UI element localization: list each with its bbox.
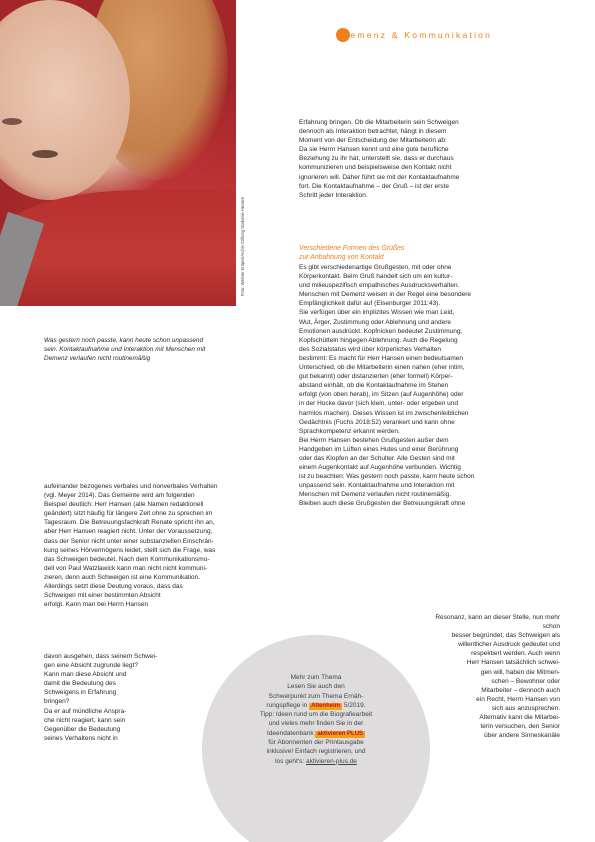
paragraph: Erfahrung bringen. Ob die Mitarbeiterin sein Schweigen dennoch als Interaktion betrachtet, hängt in diesem Moment von der Entscheidung der Mitarbeiterin ab: Da sie Herrn Hansen kennt und eine gute berufliche Beziehung zu ihr hat, unterstellt sie, dass er durchaus kommunizieren und beispielsweise den Kontakt nicht ignorieren will. Daher führt sie mit der Kontaktaufnahme fort. Die Kontaktaufnahme – der Gruß – ist der erste Schritt jeder Interaktion. [299,119,460,199]
left-column-tail [44,652,186,743]
photo-caption: Was gestern noch passte, kann heute schon unpassend sein. Kontaktaufnahme und Interaktion mit Menschen mit Demenz verlaufen nicht routinemäßig [44,337,206,363]
altenheim-logo: Altenheim [311,702,341,709]
info-box-text [222,673,410,766]
info-line: los geht's: [275,757,306,765]
photo-credit: Foto: Werner Krüper/Archiv Stiftung Diakonie Hessen [240,196,245,296]
info-line: Ideendatenbank [266,729,316,737]
paragraph: davon ausgehen, dass seinem Schwei- gen eine Absicht zugrunde liegt? Kann man diese Absicht und damit die Bedeutung des Schweigens in Erfahrung bringen? Da er auf mündliche Anspra- che nicht reagiert, kann sein Gegenüber die Bedeutung seines Verhaltens nicht in [44,653,158,742]
section-header [336,28,492,42]
right-column-tail [420,613,560,740]
right-column-body [299,263,557,509]
right-column-intro [299,118,551,200]
subheading: Verschiedene Formen des Grüßes zur Anbahnung von Kontakt [299,245,405,262]
section-title: Demenz & Kommunikation [342,30,493,40]
photo-eye [2,118,22,125]
photo-eye [32,150,58,158]
aktivieren-plus-link[interactable]: aktivieren-plus.de [305,757,357,765]
info-line: Mehr zum Thema [290,674,342,681]
info-line: und vieles mehr finden Sie in der [268,720,364,728]
paragraph: Resonanz, kann an dieser Stelle, nun mehr schon besser begründet, das Schweigen als willentlicher Ausdruck gedeutet und respektiert werden. Auch wenn Herr Hansen tatsächlich schwei- gen will, haben die Mitmen- schen – Bewohner oder Mitarbeiter – dennoch auch ein Recht, Herrn Hansen von sich aus anzusprechen. Alternativ kann die Mitarbei- terin versuchen, den Senior über andere Sinneskanäle [435,614,560,740]
aktivieren-plus-logo: aktivieren PLUS [317,730,364,737]
info-line: für Abonnenten der Printausgabe [268,739,364,747]
info-line: Lesen Sie auch den [287,683,345,691]
paragraph: Es gibt verschiedenartige Grußgesten, mit oder ohne Körperkontakt. Beim Gruß handelt sich um ein kultur- und milieuspezifisch empathisches Ausdrucksverhalten. Menschen mit Demenz weisen in der Regel eine besondere Empfänglichkeit dafür auf (Eisenburger 2011:43). Sie verfügen über ein implizites Wissen wie man Leid, Wut, Ärger, Zustimmung oder Ablehnung und andere Emotionen ausdrückt. Kopfnicken bedeutet Zustimmung, Kopfschütteln hingegen Ablehnung. Auch die Regelung des Sozialstatus wird über körperliches Verhalten bestimmt: Es macht für Herr Hansen einen bedeutsamen Unterschied, ob die Mitarbeiterin einen nahen (eher intim, gut bekannt) oder distanzierten (eher formell) Körper- abstand einhält, ob die Kontaktaufnahme im Stehen erfolgt (von oben herab), im Sitzen (auf Augenhöhe) oder in der Hocke davor (sich klein, unter- oder ergeben und harmlos machen). Dieses Wissen ist im zwischenleiblichen Gedächtnis (Fuchs 2018:52) verankert und kann ohne Sprachkompetenz erkannt werden. Bei Herrn Hansen bestehen Grußgesten außer dem Handgeben im Lüften eines Hutes und einer Berührung oder das Klopfen an der Schulter. Alle Gesten sind mit einem Augenkontakt auf Augenhöhe verbunden. Wichtig ist zu beachten: Was gestern noch passte, kann heute schon unpassend sein. Kontaktaufnahme und Interaktion mit Menschen mit Demenz verlaufen nicht routinemäßig. Bleiben auch diese Grußgesten der Betreuungskraft ohne [299,264,475,508]
paragraph: aufeinander bezogenes verbales und nonverbales Verhalten (vgl. Meyer 2014). Das Gemeinte wird am folgenden Beispiel deutlich: Herr Hansen (alle Namen redaktionell geändert) sitzt häufig für längere Zeit ohne zu sprechen im Tagesraum. Die Betreuungsfachkraft Renate spricht ihn an, aber Herr Hansen reagiert nicht. Unter der Voraussetzung, dass der Senior nicht unter einer substanziellen Einschrän- kung seines Hörvermögens leidet, stellt sich die Frage, was das Schweigen bedeutet. Nach dem Kommunikationsmo- dell von Paul Watzlawick kann man nicht nicht kommuni- zieren, denn auch Schweigen ist eine Kommunikation. Allerdings setzt diese Deutung voraus, dass das Schweigen mit einer bestimmten Absicht erfolgt. Kann man bei Herrn Hansen [44,483,218,609]
info-line: 5/2019. [342,701,366,709]
left-column-body [44,482,290,609]
info-line: Schwerpunkt zum Thema Ernäh- [268,692,364,700]
info-line: rungspflege in [266,701,310,709]
info-line: Tipp: Ideen rund um die Biografiearbeit [259,711,373,719]
info-line: inklusive! Einfach registrieren, und [266,748,366,756]
portrait-photo [0,0,236,306]
